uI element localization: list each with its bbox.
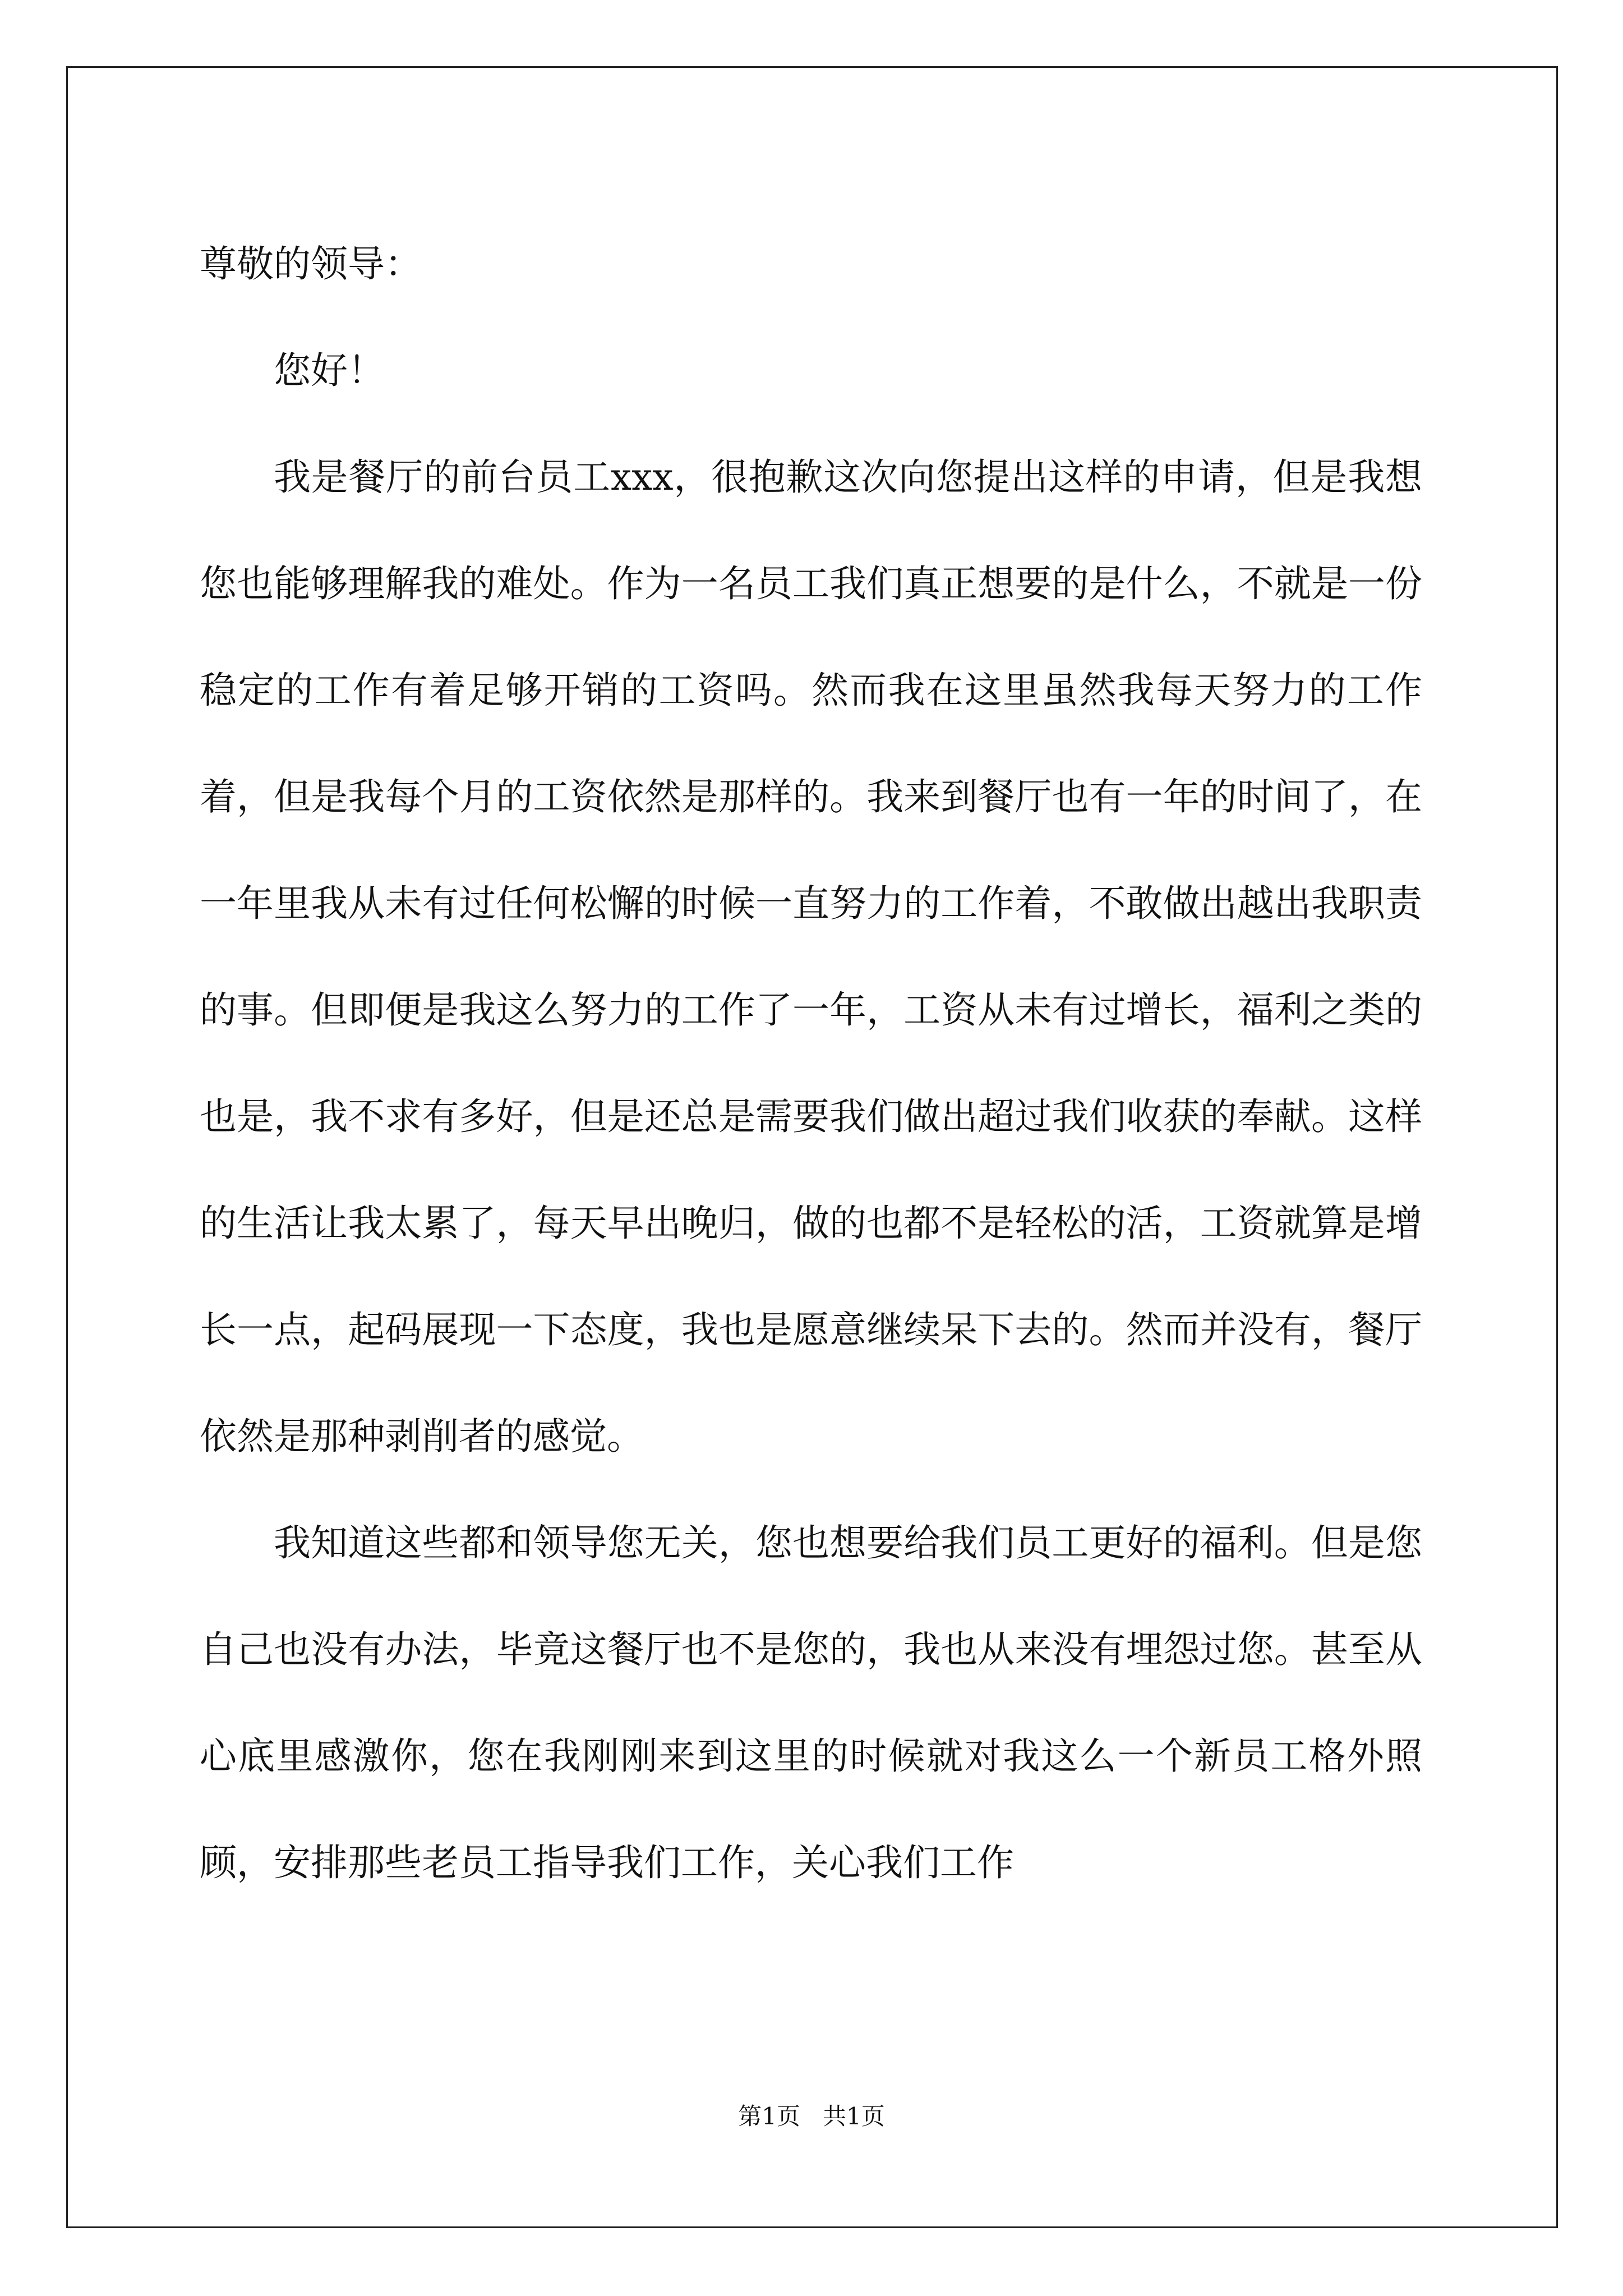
body-paragraph-1: 我是餐厅的前台员工xxx，很抱歉这次向您提出这样的申请，但是我想您也能够理解我的难处。作为一名员工我们真正想要的是什么，不就是一份稳定的工作有着足够开销的工资吗。然而我在这里虽然我每天努力的工作着，但是我每个月的工资依然是那样的。我来到餐厅也有一年的时间了，在一年里我从未有过任何松懈的时候一直努力的工作着，不敢做出越出我职责的事。但即便是我这么努力的工作了一年，工资从未有过增长，福利之类的也是，我不求有多好，但是还总是需要我们做出超过我们收获的奉献。这样的生活让我太累了，每天早出晚归，做的也都不是轻松的活，工资就算是增长一点，起码展现一下态度，我也是愿意继续呆下去的。然而并没有，餐厅依然是那种剥削者的感觉。 — [200, 455, 1422, 1458]
salutation: 尊敬的领导： — [200, 242, 422, 286]
letter-body — [200, 211, 1422, 1916]
greeting-paragraph: 您好！ — [274, 349, 385, 392]
body-paragraph-2: 我知道这些都和领导您无关，您也想要给我们员工更好的福利。但是您自己也没有办法，毕竟这餐厅也不是您的，我也从来没有埋怨过您。甚至从心底里感激你，您在我刚刚来到这里的时候就对我这么一个新员工格外照顾，安排那些老员工指导我们工作，关心我们工作 — [200, 1521, 1422, 1884]
page-footer: 第1页 共1页 — [738, 2102, 885, 2130]
